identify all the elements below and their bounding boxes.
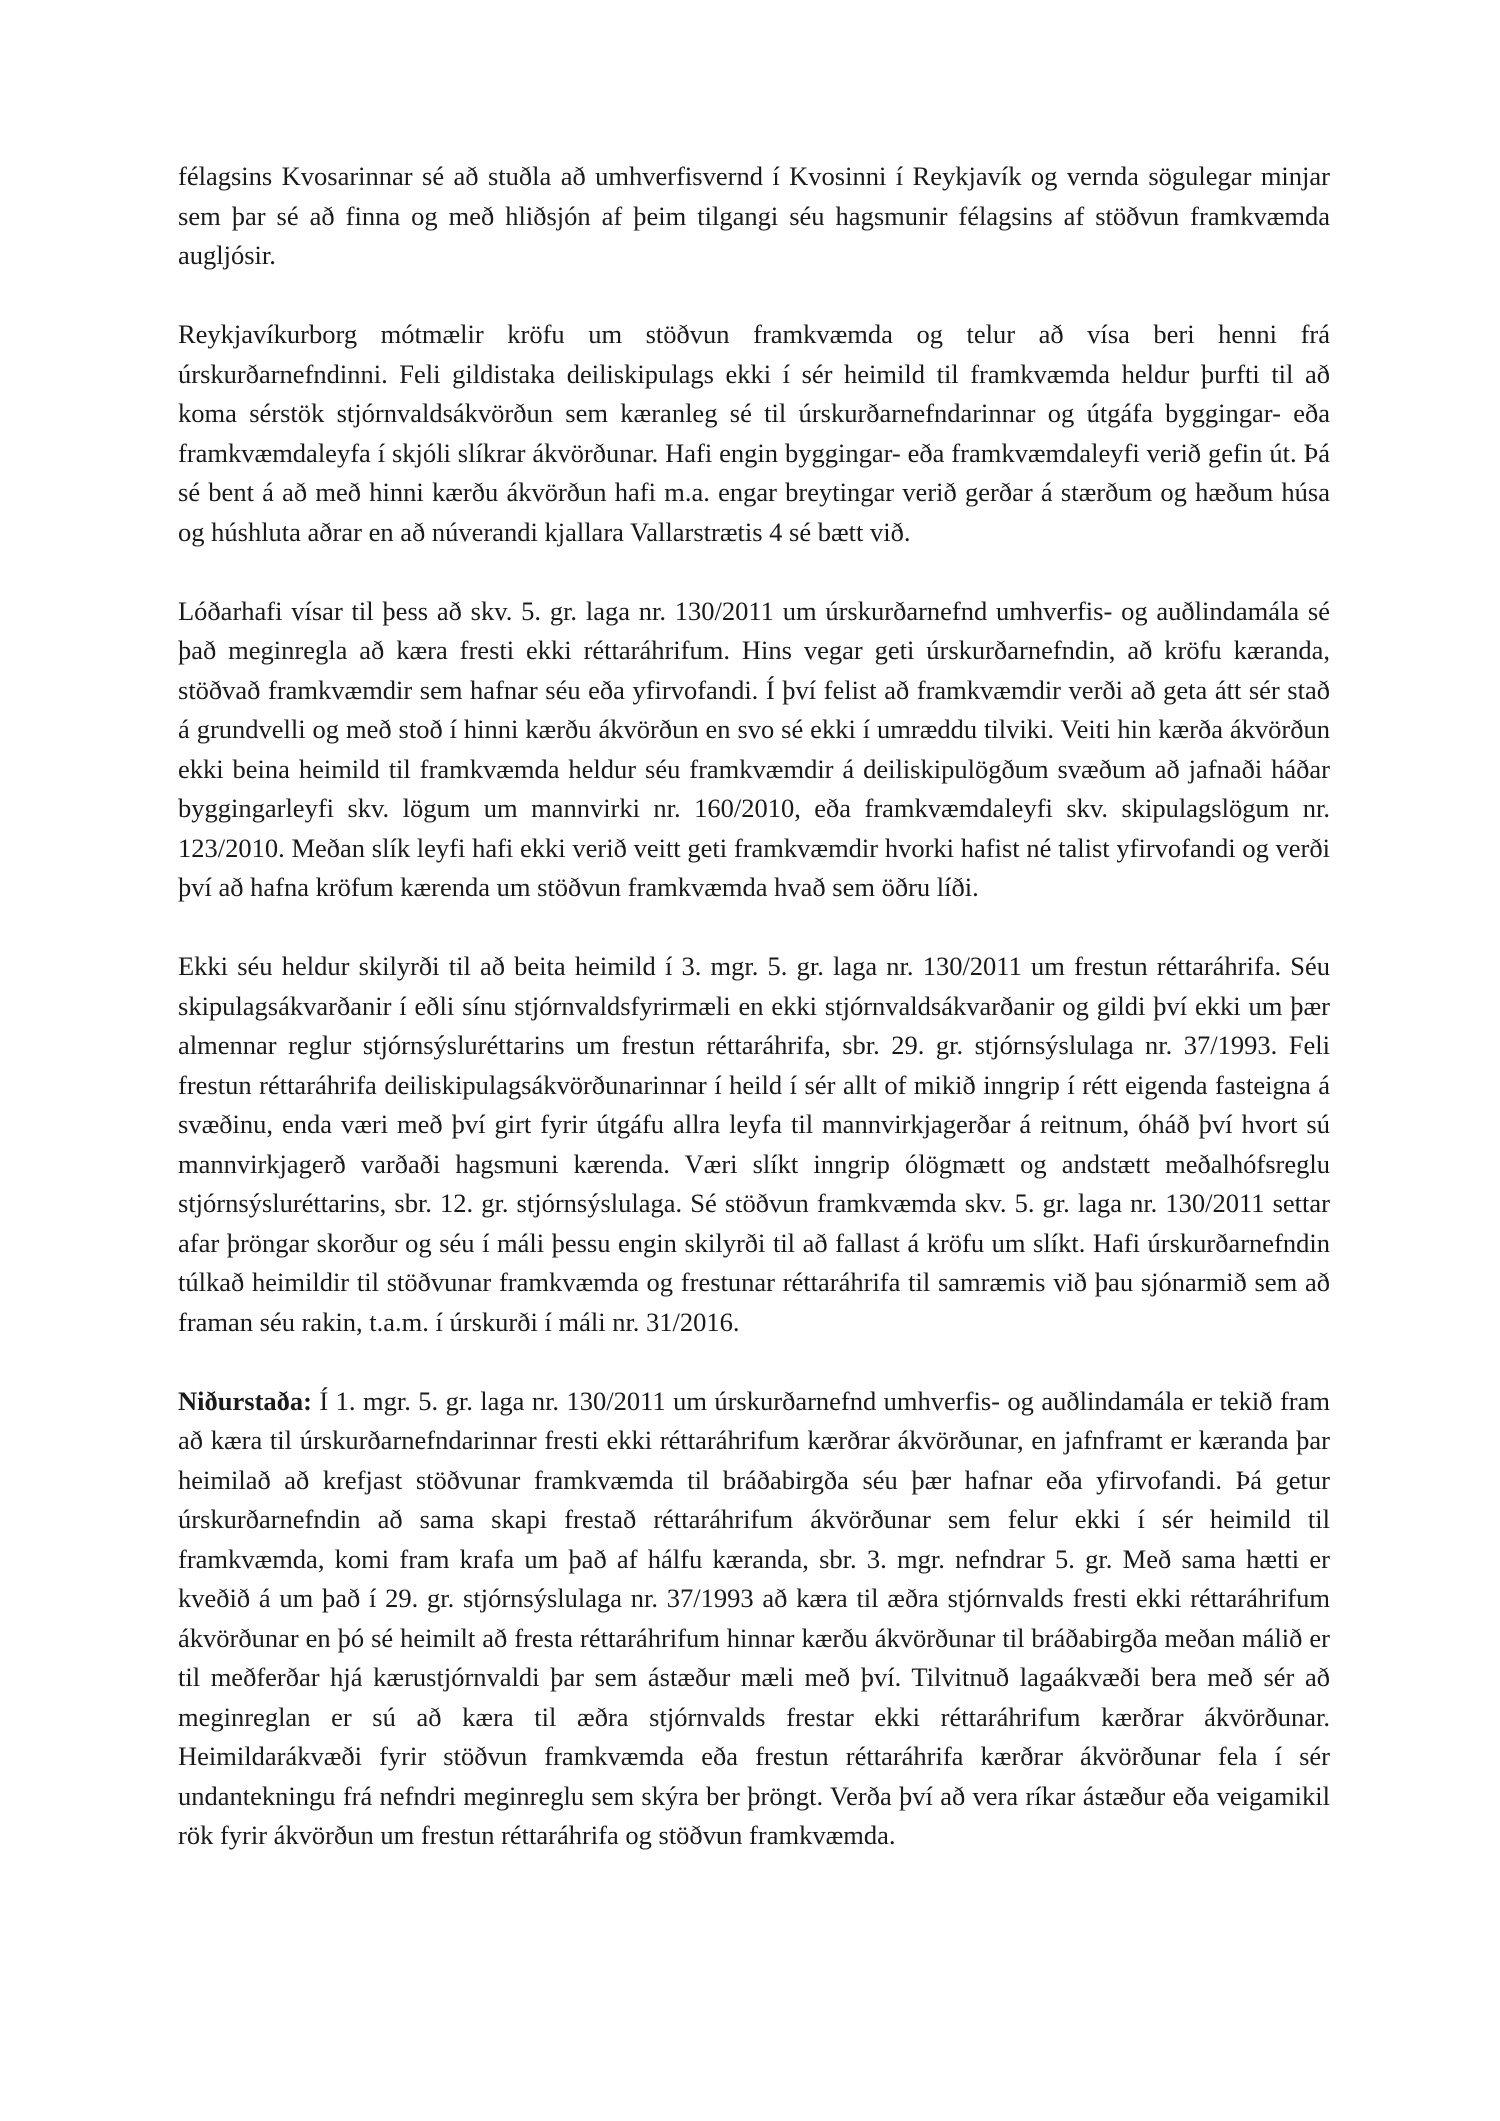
paragraph-text: Lóðarhafi vísar til þess að skv. 5. gr. laga nr. 130/2011 um úrskurðarnefnd umhverfis- og auðlindamála sé það meginregla að kæra fresti ekki réttaráhrifum. Hins vegar geti úrskurðarnefndin, að kröfu kæranda, stöðvað framkvæmdir sem hafnar séu eða yfirvofandi. Í því felist að framkvæmdir verði að geta átt sér stað á grundvelli og með stoð í hinni kærðu ákvörðun en svo sé ekki í umræddu tilviki. Veiti hin kærða ákvörðun ekki beina heimild til framkvæmda heldur séu framkvæmdir á deiliskipulögðum svæðum að jafnaði háðar byggingarleyfi skv. lögum um mannvirki nr. 160/2010, eða framkvæmdaleyfi skv. skipulagslögum nr. 123/2010. Meðan slík leyfi hafi ekki verið veitt geti framkvæmdir hvorki hafist né talist yfirvofandi og verði því að hafna kröfum kærenda um stöðvun framkvæmda hvað sem öðru líði. (178, 595, 1330, 902)
paragraph-text: Ekki séu heldur skilyrði til að beita heimild í 3. mgr. 5. gr. laga nr. 130/2011 um frestun réttaráhrifa. Séu skipulagsákvarðanir í eðli sínu stjórnvaldsfyrirmæli en ekki stjórnvaldsákvarðanir og gildi því ekki um þær almennar reglur stjórnsýsluréttarins um frestun réttaráhrifa, sbr. 29. gr. stjórnsýslulaga nr. 37/1993. Feli frestun réttaráhrifa deiliskipulagsákvörðunarinnar í heild í sér allt of mikið inngrip í rétt eigenda fasteigna á svæðinu, enda væri með því girt fyrir útgáfu allra leyfa til mannvirkjagerðar á reitnum, óháð því hvort sú mannvirkjagerð varðaði hagsmuni kærenda. Væri slíkt inngrip ólögmætt og andstætt meðalhófsreglu stjórnsýsluréttarins, sbr. 12. gr. stjórnsýslulaga. Sé stöðvun framkvæmda skv. 5. gr. laga nr. 130/2011 settar afar þröngar skorður og séu í máli þessu engin skilyrði til að fallast á kröfu um slíkt. Hafi úrskurðarnefndin túlkað heimildir til stöðvunar framkvæmda og frestunar réttaráhrifa til samræmis við þau sjónarmið sem að framan séu rakin, t.a.m. í úrskurði í máli nr. 31/2016. (178, 951, 1330, 1337)
paragraph-text: Í 1. mgr. 5. gr. laga nr. 130/2011 um úrskurðarnefnd umhverfis- og auðlindamála er tekið fram að kæra til úrskurðarnefndarinnar fresti ekki réttaráhrifum kærðrar ákvörðunar, en jafnframt er kæranda þar heimilað að krefjast stöðvunar framkvæmda til bráðabirgða séu þær hafnar eða yfirvofandi. Þá getur úrskurðarnefndin að sama skapi frestað réttaráhrifum ákvörðunar sem felur ekki í sér heimild til framkvæmda, komi fram krafa um það af hálfu kæranda, sbr. 3. mgr. nefndrar 5. gr. Með sama hætti er kveðið á um það í 29. gr. stjórnsýslulaga nr. 37/1993 að kæra til æðra stjórnvalds fresti ekki réttaráhrifum ákvörðunar en þó sé heimilt að fresta réttaráhrifum hinnar kærðu ákvörðunar til bráðabirgða meðan málið er til meðferðar hjá kærustjórnvaldi þar sem ástæður mæli með því. Tilvitnuð lagaákvæði bera með sér að meginreglan er sú að kæra til æðra stjórnvalds frestar ekki réttaráhrifum kærðrar ákvörðunar. Heimildarákvæði fyrir stöðvun framkvæmda eða frestun réttaráhrifa kærðrar ákvörðunar fela í sér undantekningu frá nefndri meginreglu sem skýra ber þröngt. Verða því að vera ríkar ástæður eða veigamikil rök fyrir ákvörðun um frestun réttaráhrifa og stöðvun framkvæmda. (178, 1385, 1330, 1850)
paragraph-reykjavikurborg-position (178, 315, 1330, 552)
paragraph-no-grounds-for-suspension (178, 947, 1330, 1342)
paragraph-conclusion (178, 1382, 1330, 1856)
paragraph-lodarhafi-position (178, 592, 1330, 908)
paragraph-continued-appellant-interest (178, 157, 1330, 276)
paragraph-text: félagsins Kvosarinnar sé að stuðla að umhverfisvernd í Kvosinni í Reykjavík og vernda sögulegar minjar sem þar sé að finna og með hliðsjón af þeim tilgangi séu hagsmunir félagsins af stöðvun framkvæmda augljósir. (178, 161, 1330, 270)
paragraph-text: Reykjavíkurborg mótmælir kröfu um stöðvun framkvæmda og telur að vísa beri henni frá úrskurðarnefndinni. Feli gildistaka deiliskipulags ekki í sér heimild til framkvæmda heldur þurfti til að koma sérstök stjórnvaldsákvörðun sem kæranleg sé til úrskurðarnefndarinnar og útgáfa byggingar- eða framkvæmdaleyfa í skjóli slíkrar ákvörðunar. Hafi engin byggingar- eða framkvæmdaleyfi verið gefin út. Þá sé bent á að með hinni kærðu ákvörðun hafi m.a. engar breytingar verið gerðar á stærðum og hæðum húsa og húshluta aðrar en að núverandi kjallara Vallarstrætis 4 sé bætt við. (178, 319, 1330, 547)
conclusion-heading: Niðurstaða: (178, 1385, 312, 1416)
document-page (178, 157, 1330, 1856)
